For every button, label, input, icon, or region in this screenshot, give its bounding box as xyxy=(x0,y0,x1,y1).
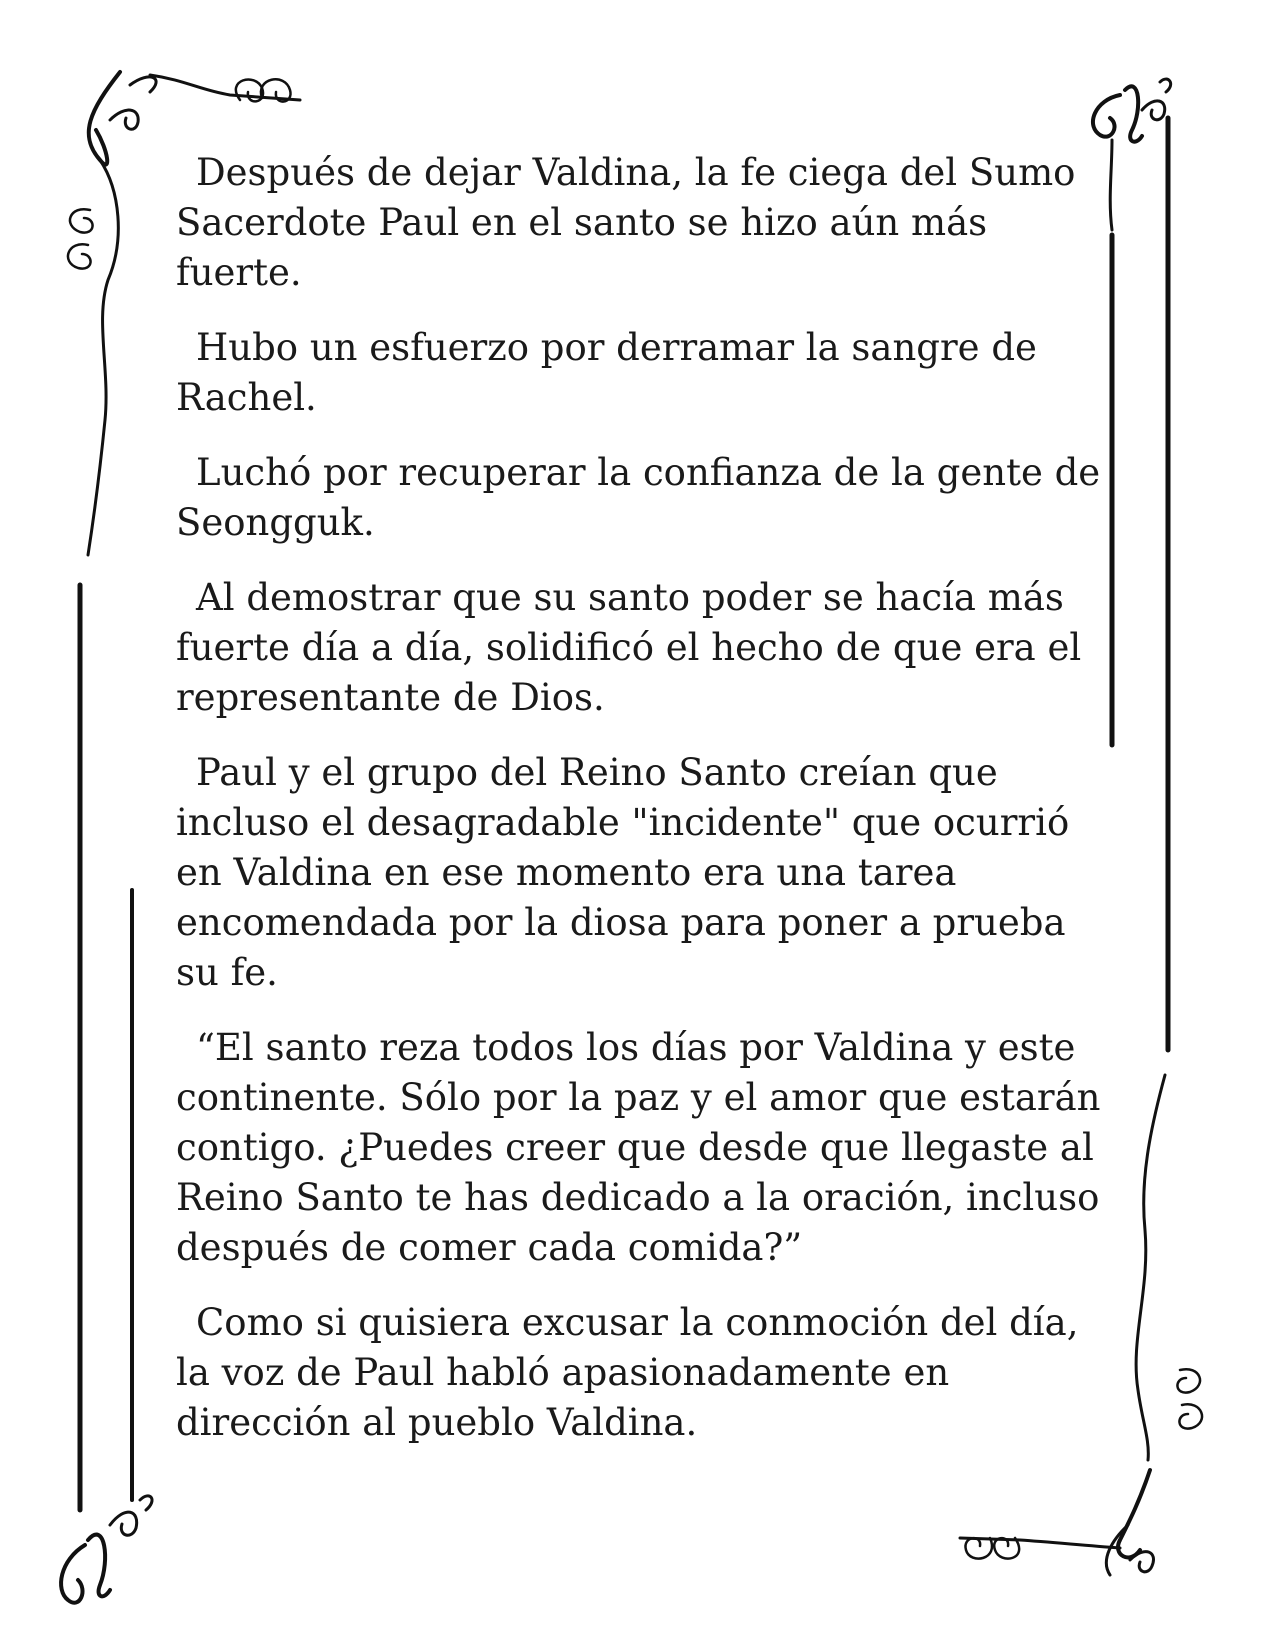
story-text xyxy=(176,148,1106,1473)
paragraph-6: “El santo reza todos los días por Valdina y este continente. Sólo por la paz y el amor que estarán contigo. ¿Puedes creer que desde que llegaste al Reino Santo te has dedicado a la oración, incluso después de comer cada comida?” xyxy=(176,1026,1101,1269)
paragraph-1: Después de dejar Valdina, la fe ciega del Sumo Sacerdote Paul en el santo se hizo aún más fuerte. xyxy=(176,151,1076,294)
paragraph-3: Luchó por recuperar la confianza de la gente de Seongguk. xyxy=(176,451,1101,544)
paragraph-5: Paul y el grupo del Reino Santo creían que incluso el desagradable "incidente" que ocurrió en Valdina en ese momento era una tarea encomendada por la diosa para poner a prueba su fe. xyxy=(176,751,1070,994)
flourish-bottom-left-icon xyxy=(61,1496,152,1603)
paragraph-7: Como si quisiera excusar la conmoción del día, la voz de Paul habló apasionadamente en dirección al pueblo Valdina. xyxy=(176,1301,1079,1444)
paragraph-2: Hubo un esfuerzo por derramar la sangre de Rachel. xyxy=(176,326,1037,419)
paragraph-4: Al demostrar que su santo poder se hacía más fuerte día a día, solidificó el hecho de que era el representante de Dios. xyxy=(176,576,1082,719)
